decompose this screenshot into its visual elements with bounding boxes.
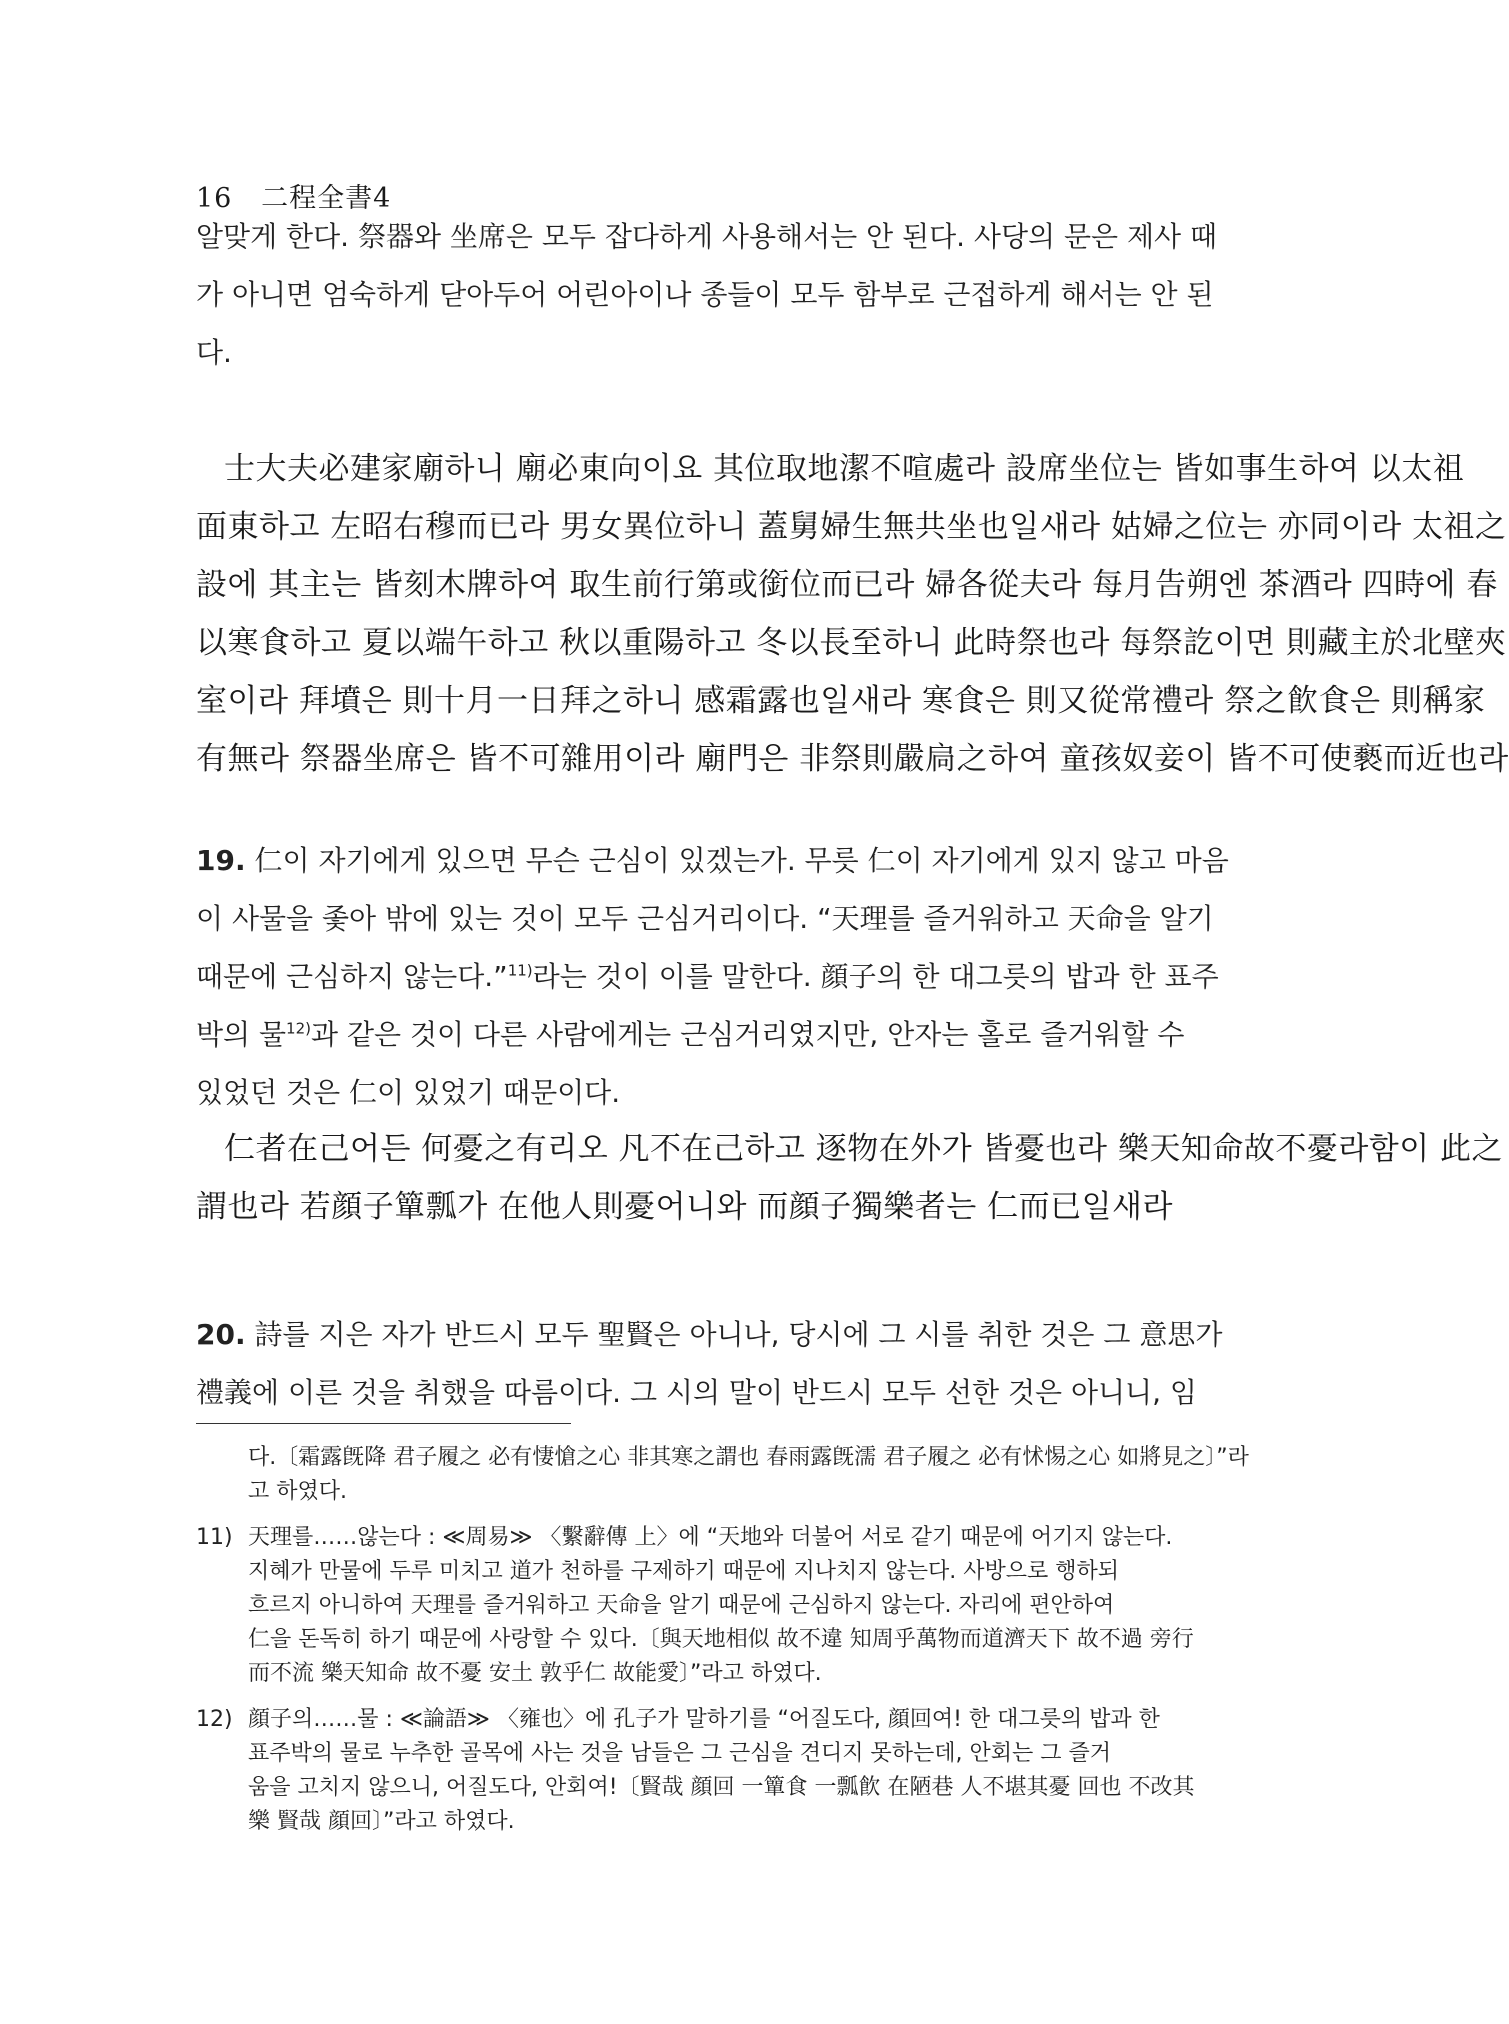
text-span: 박의 물	[196, 1018, 287, 1051]
text-line: 가 아니면 엄숙하게 닫아두어 어린아이나 종들이 모두 함부로 근접하게 해서는 안 된	[196, 278, 1214, 311]
footnote-continuation-line: 다.〔霜露旣降 君子履之 必有悽愴之心 非其寒之謂也 春雨露旣濡 君子履之 必有怵惕之心 如將見之〕”라	[248, 1445, 1249, 1470]
footnote-line: 흐르지 아니하여 天理를 즐거워하고 天命을 알기 때문에 근심하지 않는다. 자리에 편안하여	[248, 1593, 1115, 1618]
text-span: 天理를……않는다 : ≪周易≫ 〈繫辭傳 上〉에 “天地와 더불어 서로 같기 때문에 어기지 않는다.	[248, 1525, 1173, 1550]
text-line: 面東하고 左昭右穆而已라 男女異位하니 蓋舅婦生無共坐也일새라 姑婦之位는 亦同이라 太祖之	[196, 509, 1507, 545]
footnote-line: 仁을 돈독히 하기 때문에 사랑할 수 있다.〔與天地相似 故不違 知周乎萬物而道濟天下 故不過 旁行	[248, 1627, 1194, 1652]
text-line	[196, 948, 1300, 1006]
footnote-line: 樂 賢哉 顔回〕”라고 하였다.	[248, 1809, 515, 1834]
page-number: 16	[196, 183, 233, 214]
original-text-19	[196, 1120, 1504, 1236]
text-line: 다.	[196, 336, 232, 369]
footnote-line: 표주박의 물로 누추한 골목에 사는 것을 남들은 그 근심을 견디지 못하는데, 안회는 그 즐거	[248, 1741, 1111, 1766]
translation-section-20	[196, 1306, 1300, 1422]
original-text-18	[196, 440, 1509, 788]
book-title: 二程全書4	[261, 183, 392, 214]
text-line: 이 사물을 좇아 밖에 있는 것이 모두 근심거리이다. “天理를 즐거워하고 天命을 알기	[196, 902, 1214, 935]
translation-section-19	[196, 832, 1300, 1122]
text-line	[196, 1306, 1300, 1364]
section-number: 20.	[196, 1318, 246, 1351]
text-span: 詩를 지은 자가 반드시 모두 聖賢은 아니나, 당시에 그 시를 취한 것은 그 意思가	[245, 1318, 1223, 1351]
text-span: 과 같은 것이 다른 사람에게는 근심거리였지만, 안자는 홀로 즐거워할 수	[311, 1018, 1185, 1051]
footnote-line: 지혜가 만물에 두루 미치고 道가 천하를 구제하기 때문에 지나치지 않는다. 사방으로 행하되	[248, 1559, 1119, 1584]
text-line: 禮義에 이른 것을 취했을 따름이다. 그 시의 말이 반드시 모두 선한 것은 아니니, 임	[196, 1376, 1197, 1409]
footnote-number: 11)	[196, 1525, 233, 1550]
footnote-continuation-line: 고 하였다.	[248, 1479, 347, 1504]
text-line: 士大夫必建家廟하니 廟必東向이요 其位取地潔不喧處라 設席坐位는 皆如事生하여 以太祖	[224, 451, 1465, 487]
text-line: 알맞게 한다. 祭器와 坐席은 모두 잡다하게 사용해서는 안 된다. 사당의 문은 제사 때	[196, 220, 1218, 253]
text-line: 以寒食하고 夏以端午하고 秋以重陽하고 冬以長至하니 此時祭也라 每祭訖이면 則藏主於北壁夾	[196, 625, 1507, 661]
text-line	[196, 832, 1300, 890]
text-line: 設에 其主는 皆刻木牌하여 取生前行第或銜位而已라 婦各從夫라 每月告朔엔 茶酒라 四時에 春	[196, 567, 1498, 603]
text-line: 있었던 것은 仁이 있었기 때문이다.	[196, 1076, 621, 1109]
footnotes	[196, 1441, 1300, 1839]
text-line: 有無라 祭器坐席은 皆不可雜用이라 廟門은 非祭則嚴扃之하여 童孩奴妾이 皆不可使褻而近也라	[196, 741, 1509, 777]
text-span: 때문에 근심하지 않는다.”	[196, 960, 508, 993]
text-span: 라는 것이 이를 말한다. 顔子의 한 대그릇의 밥과 한 표주	[532, 960, 1219, 993]
translation-paragraph-18-end	[196, 208, 1300, 382]
footnote-line: 움을 고치지 않으니, 어질도다, 안회여!〔賢哉 顔回 一簞食 一瓢飮 在陋巷 人不堪其憂 回也 不改其	[248, 1775, 1195, 1800]
text-line: 仁者在己어든 何憂之有리오 凡不在己하고 逐物在外가 皆憂也라 樂天知命故不憂라함이 此之	[224, 1131, 1504, 1167]
section-number: 19.	[196, 844, 246, 877]
footnote-line: 而不流 樂天知命 故不憂 安土 敦乎仁 故能愛〕”라고 하였다.	[248, 1661, 822, 1686]
footnote-divider	[196, 1423, 571, 1424]
footnote-number: 12)	[196, 1707, 233, 1732]
text-line	[196, 1006, 1300, 1064]
text-span: 顔子의……물 : ≪論語≫ 〈雍也〉에 孔子가 말하기를 “어질도다, 顔回여! 한 대그릇의 밥과 한	[248, 1707, 1160, 1732]
footnote-11	[196, 1521, 1300, 1555]
footnote-ref-12: 12)	[286, 1019, 311, 1038]
text-line: 室이라 拜墳은 則十月一日拜之하니 感霜露也일새라 寒食은 則又從常禮라 祭之飮食은 則稱家	[196, 683, 1486, 719]
footnote-12	[196, 1703, 1300, 1737]
footnote-ref-11: 11)	[507, 961, 533, 980]
text-span: 仁이 자기에게 있으면 무슨 근심이 있겠는가. 무릇 仁이 자기에게 있지 않고 마음	[245, 844, 1229, 877]
text-line: 謂也라 若顔子簞瓢가 在他人則憂어니와 而顔子獨樂者는 仁而已일새라	[196, 1189, 1173, 1225]
